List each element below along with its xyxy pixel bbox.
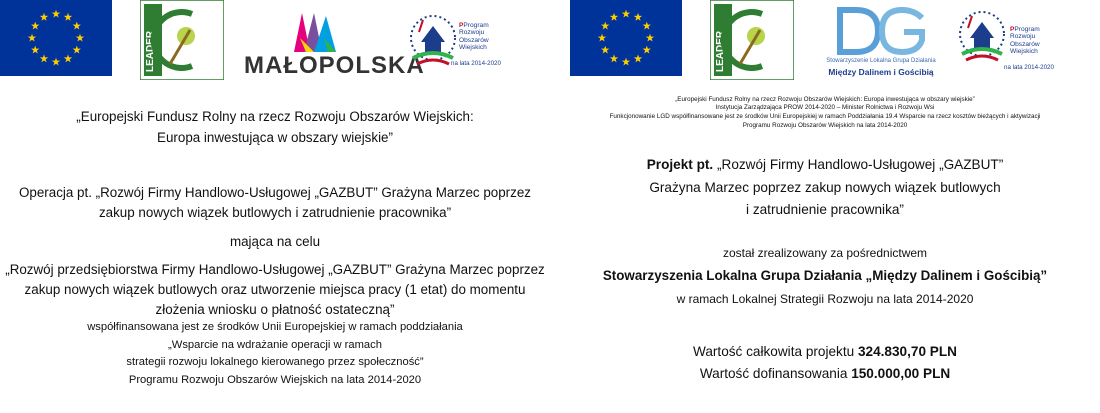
malopolska-logo-text: MAŁOPOLSKA [244,52,425,79]
project-title: „Rozwój Firmy Handlowo-Usługowej „GAZBUT” [713,157,1004,172]
dg-letters-icon [826,6,936,56]
project-prefix: Projekt pt. [646,157,714,172]
eu-star-icon [31,46,39,54]
project-line-2: Grażyna Marzec poprzez zakup nowych wiązek butlowych [649,180,1001,195]
eu-star-icon [643,22,651,30]
realized-line: został zrealizowany za pośrednictwem [722,246,928,260]
lgd-logo-name: Między Dalinem i Gościbią [828,67,934,77]
small-line-4: Programu Rozwoju Obszarów Wiejskich na lata 2014-2020 [742,122,908,129]
eu-star-icon [52,58,60,66]
eu-star-icon [598,34,606,42]
cofinancing-line: współfinansowana jest ze środków Unii Europejskiej w ramach poddziałania [87,321,463,333]
leader-logo-text: LEADER [715,30,726,72]
project-line-1 [550,155,1100,175]
eu-star-icon [73,46,81,54]
malopolska-m-icon [244,8,386,53]
eu-star-icon [622,10,630,18]
goal-line-2: zakup nowych wiązek butlowych oraz utworzenie miejsca pracy (1 etat) do momentu [24,282,526,297]
right-panel [550,0,1100,413]
goal-line-1: „Rozwój przedsiębiorstwa Firmy Handlowo-Usługowej „GAZBUT” Grażyna Marzec poprzez [5,262,545,277]
measure-line-2: strategii rozwoju lokalnego kierowanego przez społeczność” [126,356,424,368]
prow-logo-text: PProgram Rozwoju Obszarów Wiejskich [459,22,489,52]
eu-star-icon [64,54,72,62]
prow-logo [405,8,513,74]
eu-stars-icon [0,0,112,76]
cofin-value-line [550,364,1100,384]
strategy-line: w ramach Lokalnej Strategii Rozwoju na lata 2014-2020 [676,292,974,306]
cofin-value-label: Wartość dofinansowania [699,366,852,381]
eu-star-icon [52,10,60,18]
total-value-line [550,342,1100,362]
leader-logo-text: LEADER [145,30,156,72]
eu-star-icon [610,54,618,62]
goal-line-3: złożenia wniosku o płatność ostateczną” [155,302,395,317]
eu-star-icon [601,22,609,30]
fund-line-2: Europa inwestująca w obszary wiejskie” [157,130,393,145]
prow-word-3: Obszarów [459,36,489,44]
prow-word-2: Rozwoju [1010,33,1036,41]
measure-line-1: „Wsparcie na wdrażanie operacji w ramach [168,339,382,351]
eu-star-icon [646,34,654,42]
eu-star-icon [601,46,609,54]
operation-line-1: Operacja pt. „Rozwój Firmy Handlowo-Usługowej „GAZBUT” Grażyna Marzec poprzez [19,185,531,200]
total-value-label: Wartość całkowita projektu [693,344,858,359]
lgd-logo-small-text: Stowarzyszenie Lokalna Grupa Działania [826,58,936,64]
prow-years: na lata 2014-2020 [451,60,501,67]
operation-line-2: zakup nowych wiązek butlowych i zatrudnienie pracownika” [98,205,452,220]
eu-star-icon [622,58,630,66]
leader-logo [140,0,224,80]
prow-word-1: Program [463,22,489,29]
eu-stars-icon [570,0,682,76]
eu-flag-logo-right [570,0,682,76]
eu-star-icon [643,46,651,54]
prow-word-1: Program [1014,26,1040,33]
eu-star-icon [64,13,72,21]
lgd-logo [826,6,936,80]
eu-star-icon [634,13,642,21]
eu-star-icon [31,22,39,30]
association-line: Stowarzyszenia Lokalna Grupa Działania „Między Dalinem i Gościbią” [602,268,1048,283]
eu-star-icon [634,54,642,62]
total-value-amount: 324.830,70 PLN [857,344,957,359]
aim-label: mająca na celu [229,234,321,249]
eu-star-icon [40,54,48,62]
prow-word-4: Wiejskich [459,44,487,52]
malopolska-logo [244,8,425,79]
eu-star-icon [76,34,84,42]
prow-word-2: Rozwoju [459,29,485,37]
eu-star-icon [610,13,618,21]
prow-emblem-icon [954,4,1010,68]
eu-star-icon [40,13,48,21]
fund-line-1: „Europejski Fundusz Rolny na rzecz Rozwoju Obszarów Wiejskich: [76,109,474,124]
prow-logo-text: PProgram Rozwoju Obszarów Wiejskich [1010,26,1040,56]
eu-star-icon [28,34,36,42]
small-line-3: Funkcjonowanie LGD współfinansowane jest ze środków Unii Europejskiej w ramach Poddziałania 19.4 Wsparcie na rzecz kosztów bieżących i aktywizacji [609,113,1041,120]
eu-flag-logo [0,0,112,76]
eu-star-icon [73,22,81,30]
prow-word-4: Wiejskich [1010,48,1038,56]
leader-logo-right [710,0,794,80]
programme-line: Programu Rozwoju Obszarów Wiejskich na lata 2014-2020 [128,374,422,386]
cofin-value-amount: 150.000,00 PLN [851,366,951,381]
small-line-2: Instytucja Zarządzająca PROW 2014-2020 – Minister Rolnictwa i Rozwoju Wsi [715,104,935,111]
prow-logo-right [954,4,1066,74]
prow-word-3: Obszarów [1010,40,1040,48]
prow-years: na lata 2014-2020 [1004,64,1054,71]
small-line-1: „Europejski Fundusz Rolny na rzecz Rozwoju Obszarów Wiejskich: Europa inwestująca w obszary wiejskie” [675,96,975,103]
project-line-3: i zatrudnienie pracownika” [746,202,904,217]
